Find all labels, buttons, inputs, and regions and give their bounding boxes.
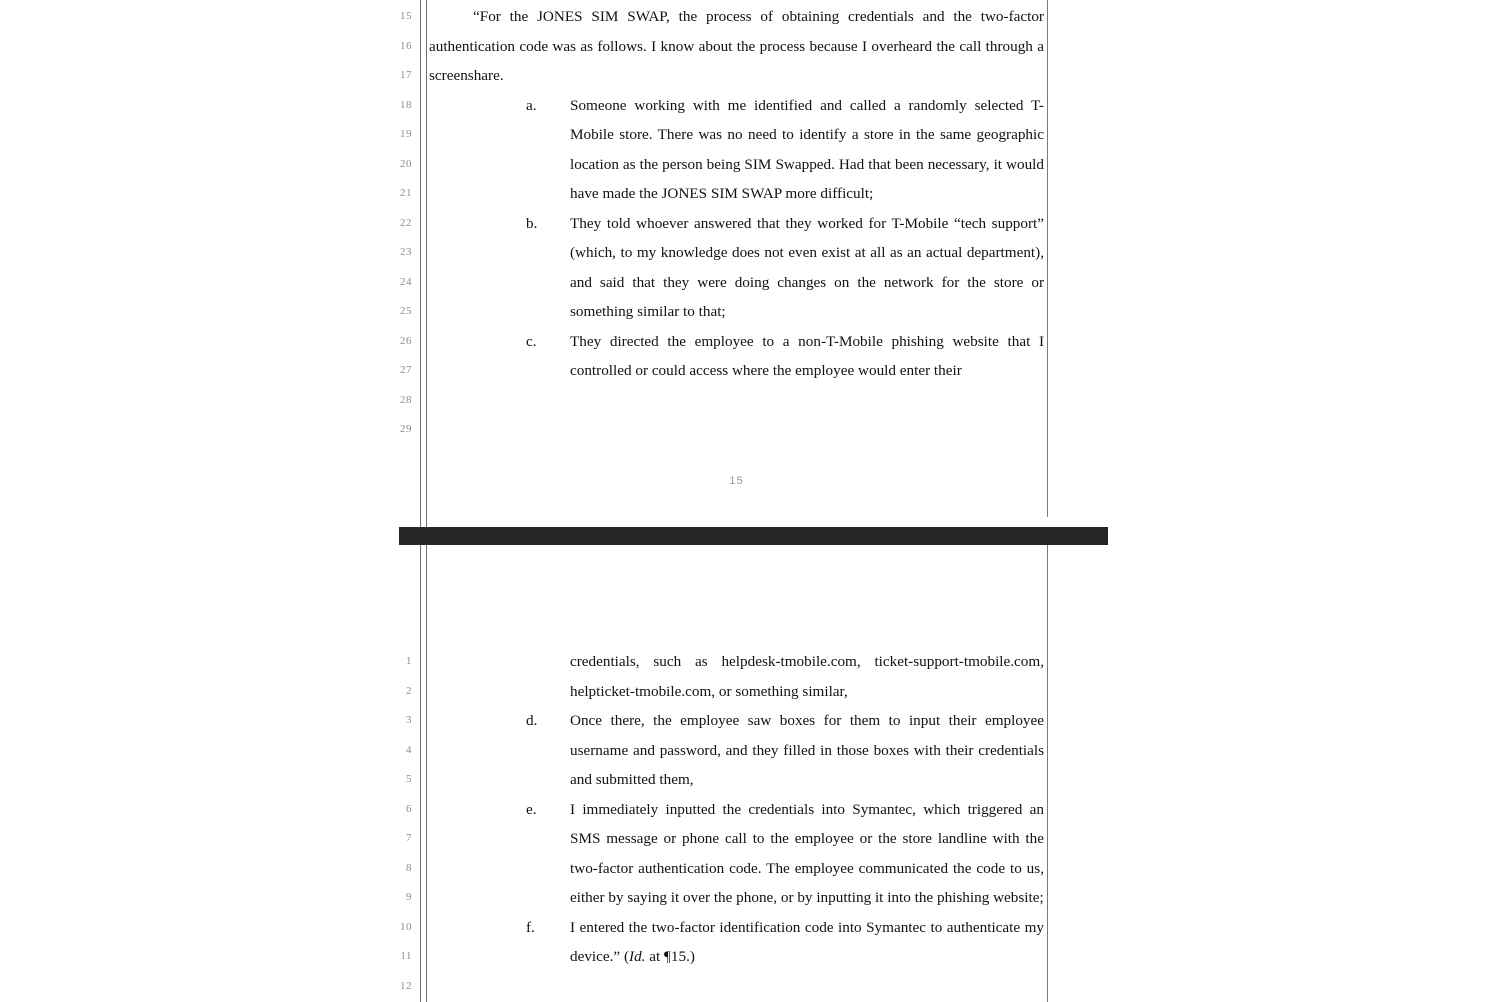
scanned-page-2: [0, 545, 1160, 1002]
line-number: 19: [400, 128, 412, 140]
sub-item-marker: f.: [526, 918, 535, 936]
line-number: 29: [400, 423, 412, 435]
pleading-rule-left-inner: [426, 545, 427, 1002]
sub-item-a: [429, 91, 1044, 209]
line-number-gutter-page-1: [384, 2, 412, 445]
sub-item-e: [429, 795, 1044, 913]
sub-item-text: I immediately inputted the credentials into Symantec, which triggered an SMS message or phone call to the employee or the store landline with the two-factor authentication code. The employee communicated the code to us, either by saying it over the phone, or by inputting it into the phishing website;: [570, 800, 1044, 906]
sub-item-f: [429, 913, 1044, 972]
page-2-body-text: [429, 647, 1044, 972]
sub-item-text: Once there, the employee saw boxes for them to input their employee username and password, and they filled in those boxes with their credentials and submitted them,: [570, 712, 1044, 788]
continuation-text: credentials, such as helpdesk-tmobile.com, ticket-support-tmobile.com, helpticket-tmobile.com, or something similar,: [570, 653, 1044, 700]
sub-item-b: [429, 209, 1044, 327]
sub-item-text: They told whoever answered that they worked for T-Mobile “tech support” (which, to my knowledge does not even exist at all as an actual department), and said that they were doing changes on the network for the store or something similar to that;: [570, 214, 1044, 320]
lead-paragraph: “For the JONES SIM SWAP, the process of obtaining credentials and the two-factor authentication code was as follows. I know about the process because I overheard the call through a screenshare.: [429, 8, 1044, 84]
sub-item-text: I entered the two-factor identification code into Symantec to authenticate my device.” (: [570, 918, 1044, 965]
line-number: 26: [400, 334, 412, 347]
line-number: 10: [400, 920, 412, 933]
line-number: 7: [406, 832, 412, 844]
pleading-rule-left-inner: [426, 0, 427, 527]
sub-item-marker: d.: [526, 712, 538, 729]
line-number-gutter-page-2: [384, 647, 412, 1001]
line-number: 25: [400, 305, 412, 317]
citation-id-italic: Id.: [629, 948, 646, 965]
sub-item-c: [429, 327, 1044, 386]
line-number: 27: [400, 364, 412, 376]
pleading-rule-right: [1047, 0, 1048, 517]
pleading-rule-right: [1047, 545, 1048, 1002]
sub-item-text: Someone working with me identified and called a randomly selected T-Mobile store. There was no need to identify a store in the same geographic location as the person being SIM Swapped. Had that been necessary, it would have made the JONES SIM SWAP more difficult;: [570, 96, 1044, 202]
line-number: 20: [400, 157, 412, 170]
line-number: 11: [400, 950, 412, 962]
line-number: 8: [406, 861, 412, 874]
line-number: 16: [400, 39, 412, 52]
pleading-rule-left-outer: [420, 545, 421, 1002]
line-number: 24: [400, 275, 412, 288]
sub-item-marker: e.: [526, 800, 537, 818]
line-number: 18: [400, 98, 412, 111]
sub-item-marker: c.: [526, 332, 537, 350]
line-number: 15: [400, 10, 412, 22]
line-number: 22: [400, 216, 412, 229]
citation-paragraph-ref: at ¶15.): [645, 948, 695, 965]
line-number: 9: [406, 891, 412, 903]
line-number: 12: [400, 979, 412, 992]
line-number: 1: [406, 655, 412, 667]
scanned-page-1: [0, 0, 1160, 527]
pleading-rule-left-outer: [420, 0, 421, 527]
line-number: 5: [406, 773, 412, 785]
sub-item-d: [429, 706, 1044, 795]
line-number: 6: [406, 802, 412, 815]
line-number: 3: [406, 714, 412, 726]
line-number: 4: [406, 743, 412, 756]
sub-item-marker: b.: [526, 214, 538, 232]
sub-item-marker: a.: [526, 96, 537, 114]
sub-item-text: They directed the employee to a non-T-Mobile phishing website that I controlled or could access where the employee would enter their: [570, 332, 1044, 379]
line-number: 21: [400, 187, 412, 199]
line-number: 17: [400, 69, 412, 81]
line-number: 28: [400, 393, 412, 406]
line-number: 2: [406, 684, 412, 697]
page-number-footer: 15: [729, 475, 744, 487]
page-1-body-text: [429, 2, 1044, 386]
page-separator-bar: [399, 527, 1108, 545]
line-number: 23: [400, 246, 412, 258]
